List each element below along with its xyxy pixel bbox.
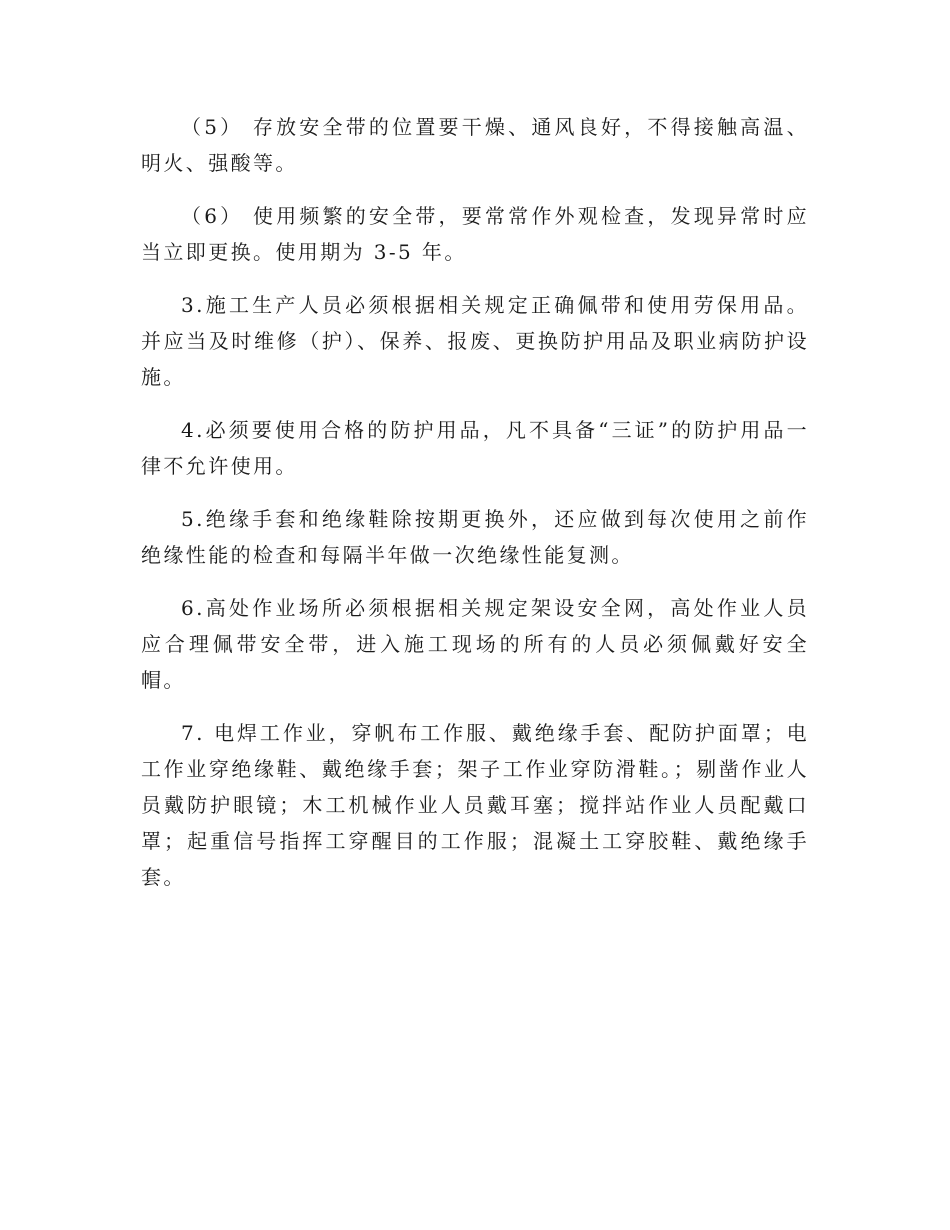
paragraph-item-6: （6） 使用频繁的安全带，要常常作外观检查，发现异常时应当立即更换。使用期为 3-5 年。 bbox=[141, 204, 809, 264]
paragraph-3: 3.施工生产人员必须根据相关规定正确佩带和使用劳保用品。并应当及时维修（护）、保养、报废、更换防护用品及职业病防护设施。 bbox=[141, 293, 809, 389]
paragraph-4: 4.必须要使用合格的防护用品，凡不具备“三证”的防护用品一律不允许使用。 bbox=[141, 418, 809, 478]
paragraph-6: 6.高处作业场所必须根据相关规定架设安全网，高处作业人员应合理佩带安全带，进入施工现场的所有的人员必须佩戴好安全帽。 bbox=[141, 596, 809, 692]
paragraph-5: 5.绝缘手套和绝缘鞋除按期更换外，还应做到每次使用之前作绝缘性能的检查和每隔半年做一次绝缘性能复测。 bbox=[141, 507, 809, 567]
paragraph-7: 7. 电焊工作业，穿帆布工作服、戴绝缘手套、配防护面罩；电工作业穿绝缘鞋、戴绝缘手套；架子工作业穿防滑鞋。；剔凿作业人员戴防护眼镜；木工机械作业人员戴耳塞；搅拌站作业人员配戴口罩；起重信号指挥工穿醒目的工作服；混凝土工穿胶鞋、戴绝缘手套。 bbox=[141, 721, 809, 889]
paragraph-item-5: （5） 存放安全带的位置要干燥、通风良好，不得接触高温、明火、强酸等。 bbox=[141, 115, 809, 175]
document-body bbox=[141, 109, 809, 912]
